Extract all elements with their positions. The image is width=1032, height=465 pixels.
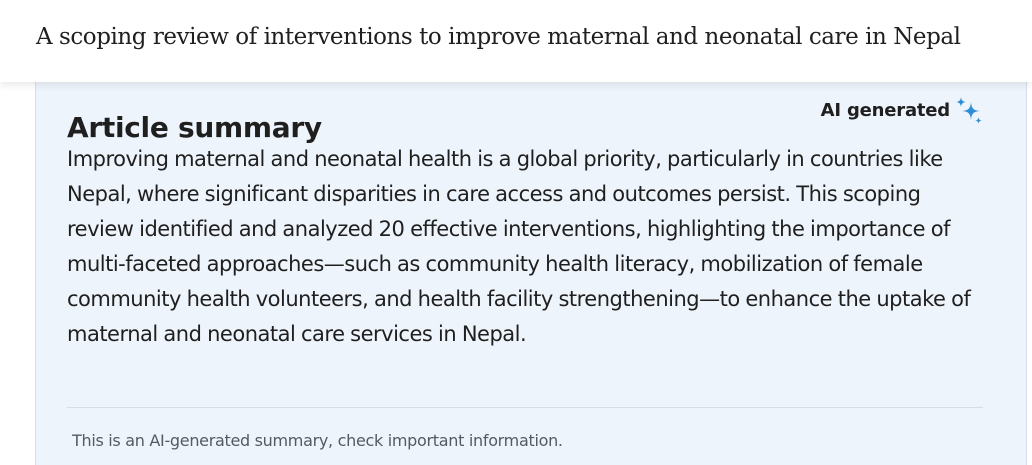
article-summary-card [35,70,1027,465]
ai-generated-badge [821,96,984,126]
divider [67,407,983,408]
summary-heading: Article summary [67,111,322,145]
sparkle-icon [954,96,984,126]
article-title[interactable]: A scoping review of interventions to improve maternal and neonatal care in Nepal [36,24,961,50]
summary-text: Improving maternal and neonatal health is a global priority, particularly in countries like Nepal, where significant disparities in care access and outcomes persist. This scoping review identified and analyzed 20 effective interventions, highlighting the importance of multi-faceted approaches—such as community health literacy, mobilization of female community health volunteers, and health facility strengthening—to enhance the uptake of maternal and neonatal care services in Nepal. [67,147,971,346]
sticky-article-header [0,0,1032,82]
ai-generated-label: AI generated [820,100,950,121]
ai-disclaimer: This is an AI-generated summary, check important information. [72,431,563,450]
